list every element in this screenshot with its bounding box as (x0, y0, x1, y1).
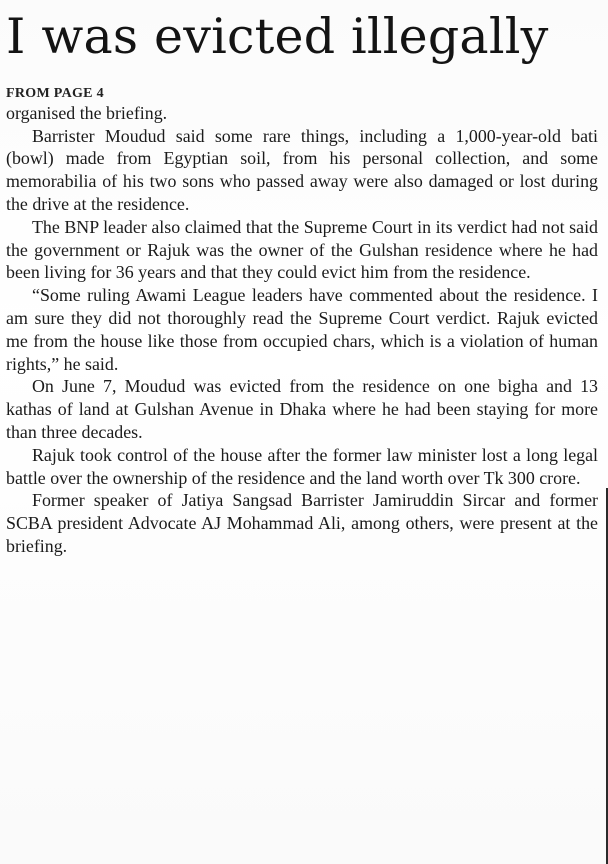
article-paragraph-3: The BNP leader also claimed that the Supreme Court in its verdict had not said the government or Rajuk was the owner of the Gulshan residence where he had been living for 36 years and that they could evict him from the residence. (6, 216, 598, 283)
article-body (6, 102, 600, 558)
article-paragraph-6: Rajuk took control of the house after the former law minister lost a long legal battle over the ownership of the residence and the land worth over Tk 300 crore. (6, 444, 598, 488)
article-headline: I was evicted illegally (6, 8, 549, 65)
article-paragraph-1: organised the briefing. (6, 102, 168, 123)
article-paragraph-7: Former speaker of Jatiya Sangsad Barrister Jamiruddin Sircar and former SCBA president Advocate AJ Mohammad Ali, among others, were present at the briefing. (6, 490, 598, 557)
article-paragraph-5: On June 7, Moudud was evicted from the residence on one bigha and 13 kathas of land at Gulshan Avenue in Dhaka where he had been staying for more than three decades. (6, 376, 598, 443)
article-paragraph-2: Barrister Moudud said some rare things, including a 1,000-year-old bati (bowl) made from Egyptian soil, from his personal collection, and some memorabilia of his two sons who passed away were also damaged or lost during the drive at the residence. (6, 125, 598, 215)
article-paragraph-4: “Some ruling Awami League leaders have commented about the residence. I am sure they did not thoroughly read the Supreme Court verdict. Rajuk evicted me from the house like those from occupied chars, which is a violation of human rights,” he said. (6, 285, 598, 374)
jump-line: FROM PAGE 4 (6, 85, 104, 101)
